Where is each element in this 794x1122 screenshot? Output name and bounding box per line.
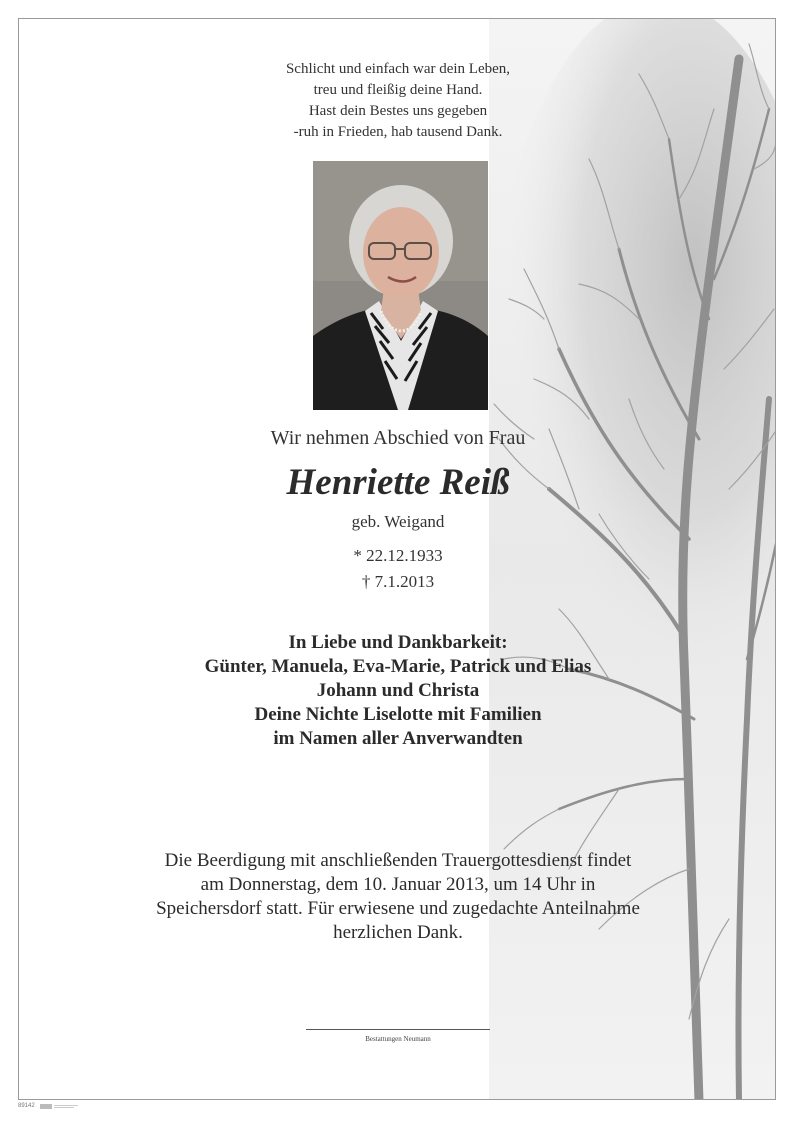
funeral-line: herzlichen Dank. [333, 922, 463, 943]
mourners-line: Johann und Christa [316, 680, 480, 701]
mourners-line: In Liebe und Dankbarkeit: [288, 632, 508, 653]
poem-line: Schlicht und einfach war dein Leben, [285, 61, 511, 77]
maiden-name: geb. Weigand [351, 512, 445, 531]
funeral-notice [19, 849, 776, 945]
death-date: † 7.1.2013 [361, 572, 435, 591]
poem-line: treu und fleißig deine Hand. [313, 82, 483, 98]
funeral-line: am Donnerstag, dem 10. Januar 2013, um 14 Uhr in [200, 874, 596, 895]
memorial-poem [19, 59, 776, 143]
funeral-line: Speichersdorf statt. Für erwiesene und zugedachte Anteilnahme [156, 898, 640, 919]
poem-line: Hast dein Bestes uns gegeben [308, 103, 488, 119]
funeral-line: Die Beerdigung mit anschließenden Trauergottesdienst findet [164, 850, 632, 871]
deceased-name: Henriette Reiß [286, 462, 510, 503]
print-code: 89142 [18, 1103, 35, 1109]
mourners-list [19, 631, 776, 751]
mourners-line: Günter, Manuela, Eva-Marie, Patrick und Elias [204, 656, 592, 677]
publisher-logo [40, 1103, 80, 1113]
farewell-intro: Wir nehmen Abschied von Frau [270, 427, 526, 449]
funeral-home-signature: Bestattungen Neumann [365, 1035, 431, 1043]
obituary-card [18, 18, 776, 1100]
mourners-line: Deine Nichte Liselotte mit Familien [254, 704, 542, 725]
portrait-photo [313, 161, 488, 410]
birth-date: * 22.12.1933 [353, 546, 443, 565]
signature-divider [306, 1029, 490, 1030]
mourners-line: im Namen aller Anverwandten [273, 728, 523, 749]
poem-line: -ruh in Frieden, hab tausend Dank. [293, 124, 503, 140]
